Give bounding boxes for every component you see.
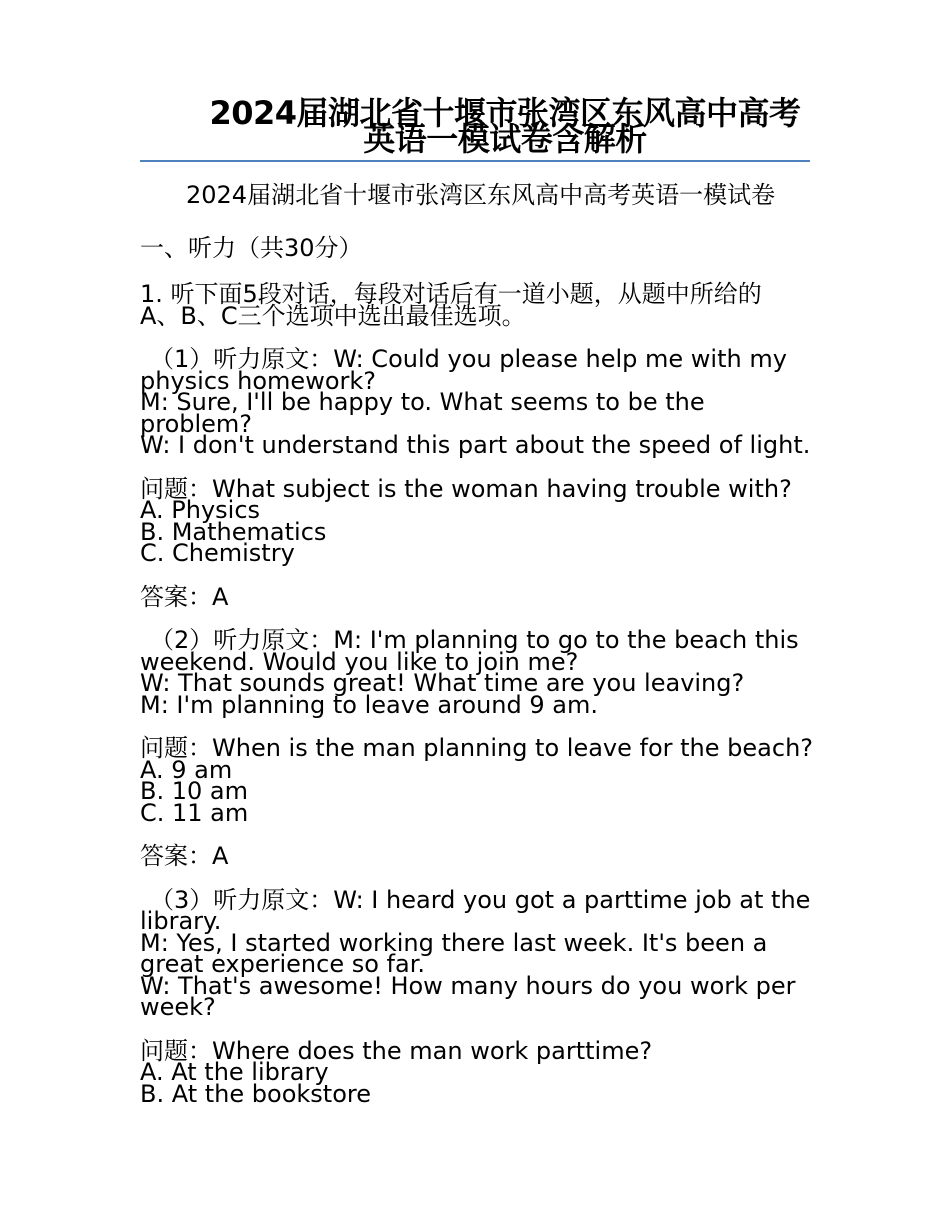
option: A. 9 am <box>140 755 233 784</box>
document-title: 2024届湖北省十堰市张湾区东风高中高考英语一模试卷含解析 <box>209 94 801 158</box>
title-block <box>140 94 810 158</box>
transcript-line: great experience so far. <box>140 950 425 978</box>
question-1 <box>140 474 820 567</box>
transcript-3 <box>140 885 820 1021</box>
document-subtitle: 2024届湖北省十堰市张湾区东风高中高考英语一模试卷 <box>186 181 776 209</box>
transcript-line: M: Sure, I'll be happy to. What seems to be the <box>140 388 705 416</box>
transcript-line: library. <box>140 907 222 935</box>
transcript-line: W: I don't understand this part about the speed of light. <box>140 431 811 459</box>
transcript-line: problem? <box>140 409 253 438</box>
option: B. Mathematics <box>140 517 327 546</box>
answer-2 <box>140 842 820 870</box>
title-underline <box>140 160 810 162</box>
answer-text: 答案：A <box>140 582 229 611</box>
transcript-line: weekend. Would you like to join me? <box>140 647 579 676</box>
transcript-line: （2）听力原文：M: I'm planning to go to the beach this <box>150 626 799 654</box>
question-text: 问题：When is the man planning to leave for the beach? <box>140 734 814 762</box>
answer-text: 答案：A <box>140 842 229 870</box>
transcript-line: W: That's awesome! How many hours do you work per <box>140 971 796 1000</box>
option: B. At the bookstore <box>140 1079 371 1108</box>
instructions <box>140 280 820 330</box>
answer-1 <box>140 582 820 611</box>
transcript-line: M: I'm planning to leave around 9 am. <box>140 690 598 719</box>
question-text: 问题：Where does the man work parttime? <box>140 1036 653 1065</box>
transcript-line: physics homework? <box>140 366 377 395</box>
option: B. 10 am <box>140 777 248 805</box>
transcript-1 <box>140 345 820 459</box>
option: A. At the library <box>140 1058 329 1086</box>
question-2 <box>140 734 820 827</box>
transcript-line: M: Yes, I started working there last week. It's been a <box>140 928 768 957</box>
option: C. 11 am <box>140 798 249 827</box>
option: A. Physics <box>140 496 261 524</box>
transcript-line: W: That sounds great! What time are you leaving? <box>140 669 745 697</box>
transcript-line: week? <box>140 993 216 1021</box>
question-text: 问题：What subject is the woman having trouble with? <box>140 474 792 503</box>
option: C. Chemistry <box>140 539 295 567</box>
section-heading: 一、听力（共30分） <box>140 234 363 262</box>
transcript-line: （3）听力原文：W: I heard you got a parttime job at the <box>150 885 811 914</box>
instructions-line: 1. 听下面5段对话，每段对话后有一道小题，从题中所给的 <box>140 280 762 308</box>
instructions-line: A、B、C三个选项中选出最佳选项。 <box>140 301 526 330</box>
transcript-2 <box>140 626 820 719</box>
document-body <box>140 178 820 1127</box>
question-3 <box>140 1036 820 1108</box>
transcript-line: （1）听力原文：W: Could you please help me with my <box>150 345 787 373</box>
